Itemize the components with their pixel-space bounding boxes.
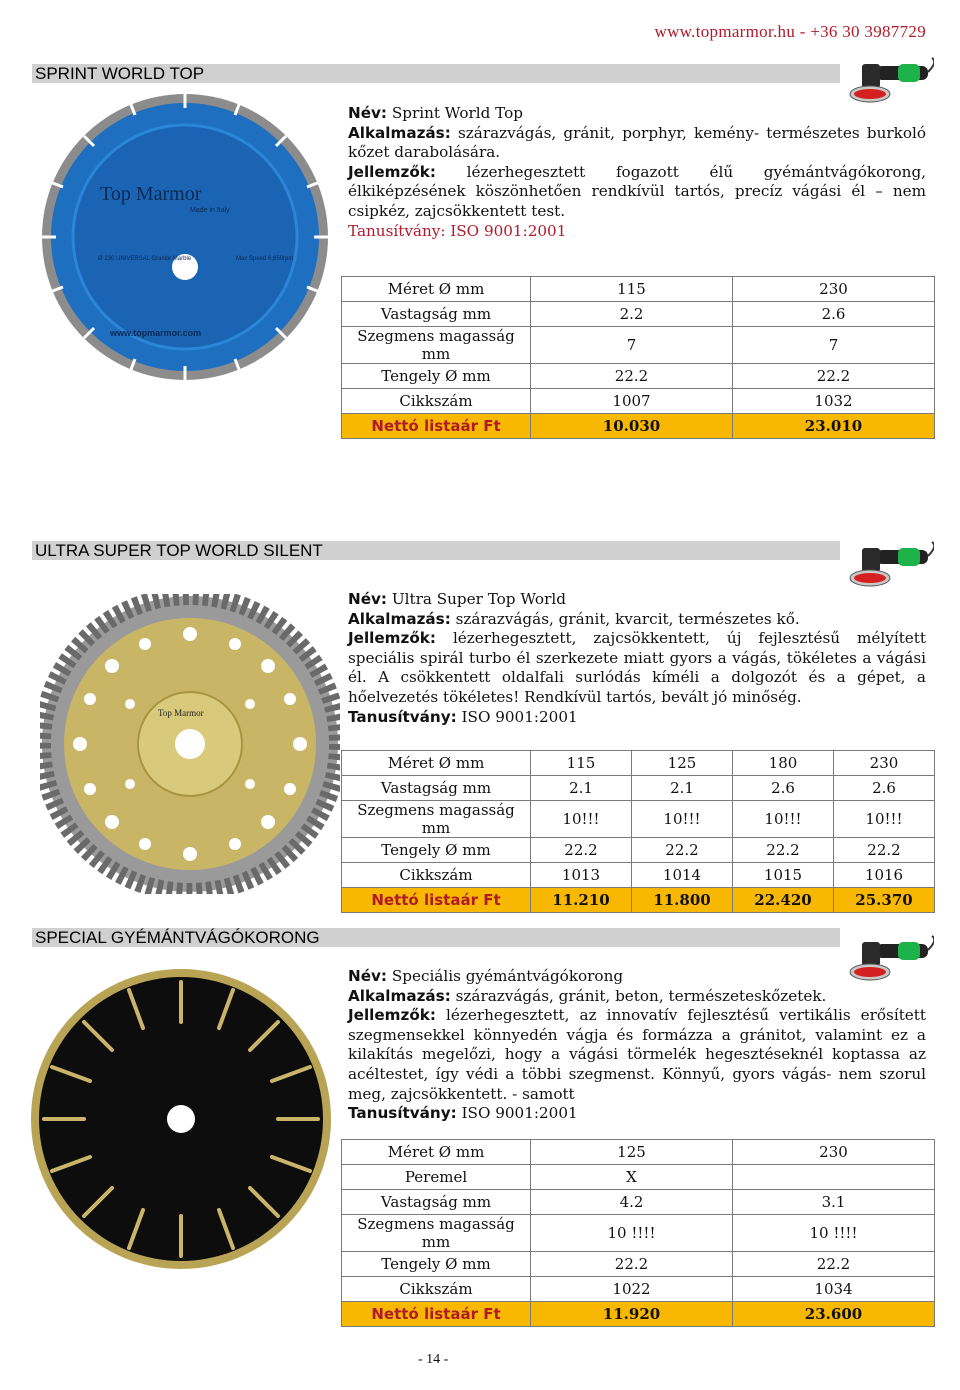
certificate-label: Tanusítvány: xyxy=(348,221,446,240)
spec-table-ultra-super-top xyxy=(341,750,935,913)
angle-grinder-icon xyxy=(846,56,934,108)
table-row: Cikkszám 1022 1034 xyxy=(342,1277,935,1302)
table-row: Tengely Ø mm 22.2 22.2 xyxy=(342,1252,935,1277)
table-row: Méret Ø mm 115 230 xyxy=(342,277,935,302)
certificate-label: Tanusítvány: xyxy=(348,1104,457,1123)
spec-table-sprint-world-top xyxy=(341,276,935,439)
description-ultra-super-top xyxy=(348,590,926,727)
table-row: Cikkszám 1013 1014 1015 1016 xyxy=(342,863,935,888)
spec-table-special xyxy=(341,1139,935,1327)
angle-grinder-icon xyxy=(846,540,934,592)
table-row: Méret Ø mm 125 230 xyxy=(342,1140,935,1165)
table-row: Szegmens magasság mm 10 !!!! 10 !!!! xyxy=(342,1215,935,1252)
disc-size-label: Ø 230 UNIVERSAL Granite Marble xyxy=(98,256,192,262)
header-contact[interactable]: www.topmarmor.hu - +36 30 3987729 xyxy=(654,22,926,41)
certificate-text: ISO 9001:2001 xyxy=(461,1104,578,1123)
price-row: Nettó listaár Ft 11.210 11.800 22.420 25.370 xyxy=(342,888,935,913)
application-label: Alkalmazás: xyxy=(348,609,451,628)
application-text: szárazvágás, gránit, porphyr, kemény- természetes burkoló kőzet darabolására. xyxy=(348,123,927,162)
certificate-text: ISO 9001:2001 xyxy=(461,707,578,726)
table-row: Szegmens magasság mm 10!!! 10!!! 10!!! 10!!! xyxy=(342,801,935,838)
application-label: Alkalmazás: xyxy=(348,986,451,1005)
table-row: Tengely Ø mm 22.2 22.2 xyxy=(342,364,935,389)
certificate-label: Tanusítvány: xyxy=(348,707,457,726)
table-row: Méret Ø mm 115 125 180 230 xyxy=(342,751,935,776)
page-number: - 14 - xyxy=(418,1352,449,1367)
product-name: Ultra Super Top World xyxy=(391,590,566,608)
table-row: Cikkszám 1007 1032 xyxy=(342,389,935,414)
description-special xyxy=(348,967,926,1124)
disc-brand-label: Top Marmor xyxy=(100,183,202,205)
section-title-sprint-world-top: SPRINT WORLD TOP xyxy=(32,64,840,83)
table-row: Tengely Ø mm 22.2 22.2 22.2 22.2 xyxy=(342,838,935,863)
name-label: Név: xyxy=(348,967,387,985)
product-name: Sprint World Top xyxy=(391,104,523,122)
product-name: Speciális gyémántvágókorong xyxy=(391,967,624,985)
application-text: szárazvágás, gránit, beton, természeteskőzetek. xyxy=(455,986,827,1005)
features-text: lézerhegesztett fogazott élű gyémántvágókorong, élkiképzésének köszönhetően rendkívül tartós, precíz vágási él – nem csipkéz, zajcsökkentett test. xyxy=(348,162,926,220)
features-label: Jellemzők: xyxy=(348,629,436,648)
disc-made-label: Made in Italy xyxy=(190,207,230,214)
features-label: Jellemzők: xyxy=(348,1006,436,1025)
section-title-special: SPECIAL GYÉMÁNTVÁGÓKORONG xyxy=(32,928,840,947)
disc-brand-label: Top Marmor xyxy=(158,708,204,718)
application-text: szárazvágás, gránit, kvarcit, természetes kő. xyxy=(455,609,800,628)
price-row: Nettó listaár Ft 10.030 23.010 xyxy=(342,414,935,439)
application-label: Alkalmazás: xyxy=(348,123,451,142)
table-row: Vastagság mm 2.2 2.6 xyxy=(342,302,935,327)
description-sprint-world-top xyxy=(348,104,926,241)
features-label: Jellemzők: xyxy=(348,162,436,181)
disc-url-label: www.topmarmor.com xyxy=(110,328,202,338)
table-row: Peremel X xyxy=(342,1165,935,1190)
features-text: lézerhegesztett, az innovatív fejlesztésű vertikális erősített szegmensekkel könnyedén vágja és formázza a gránitot, valamint ez a kilakítás megelőzi, hogy a vágási törmelék hegesztéseknél koptassa az acéltestet, így védi a többi szegmenst. Könnyű, gyors vágás- nem szorul meg, zajcsökkentett. - samott xyxy=(348,1006,927,1103)
table-row: Szegmens magasság mm 7 7 xyxy=(342,327,935,364)
features-text: lézerhegesztett, zajcsökkentett, új fejlesztésű mélyített speciális spirál turbo él szerkezete miatt gyors a vágás, tökéletes a vágási él. A csökkentett oldalfali surlódás kíméli a dolgozót és a gépet, a hőelvezetés tökéletes! Rendkívül tartós, bevált jó minőség. xyxy=(348,629,926,706)
certificate-text: ISO 9001:2001 xyxy=(450,221,567,240)
price-row: Nettó listaár Ft 11.920 23.600 xyxy=(342,1302,935,1327)
disc-image-special xyxy=(30,968,332,1270)
disc-speed-label: Max Speed 6,650rpm xyxy=(236,256,294,262)
disc-image-ultra-super-top xyxy=(40,594,340,894)
table-row: Vastagság mm 4.2 3.1 xyxy=(342,1190,935,1215)
table-row: Vastagság mm 2.1 2.1 2.6 2.6 xyxy=(342,776,935,801)
name-label: Név: xyxy=(348,104,387,122)
section-title-ultra-super-top: ULTRA SUPER TOP WORLD SILENT xyxy=(32,541,840,560)
disc-image-sprint-world-top xyxy=(40,92,330,382)
name-label: Név: xyxy=(348,590,387,608)
